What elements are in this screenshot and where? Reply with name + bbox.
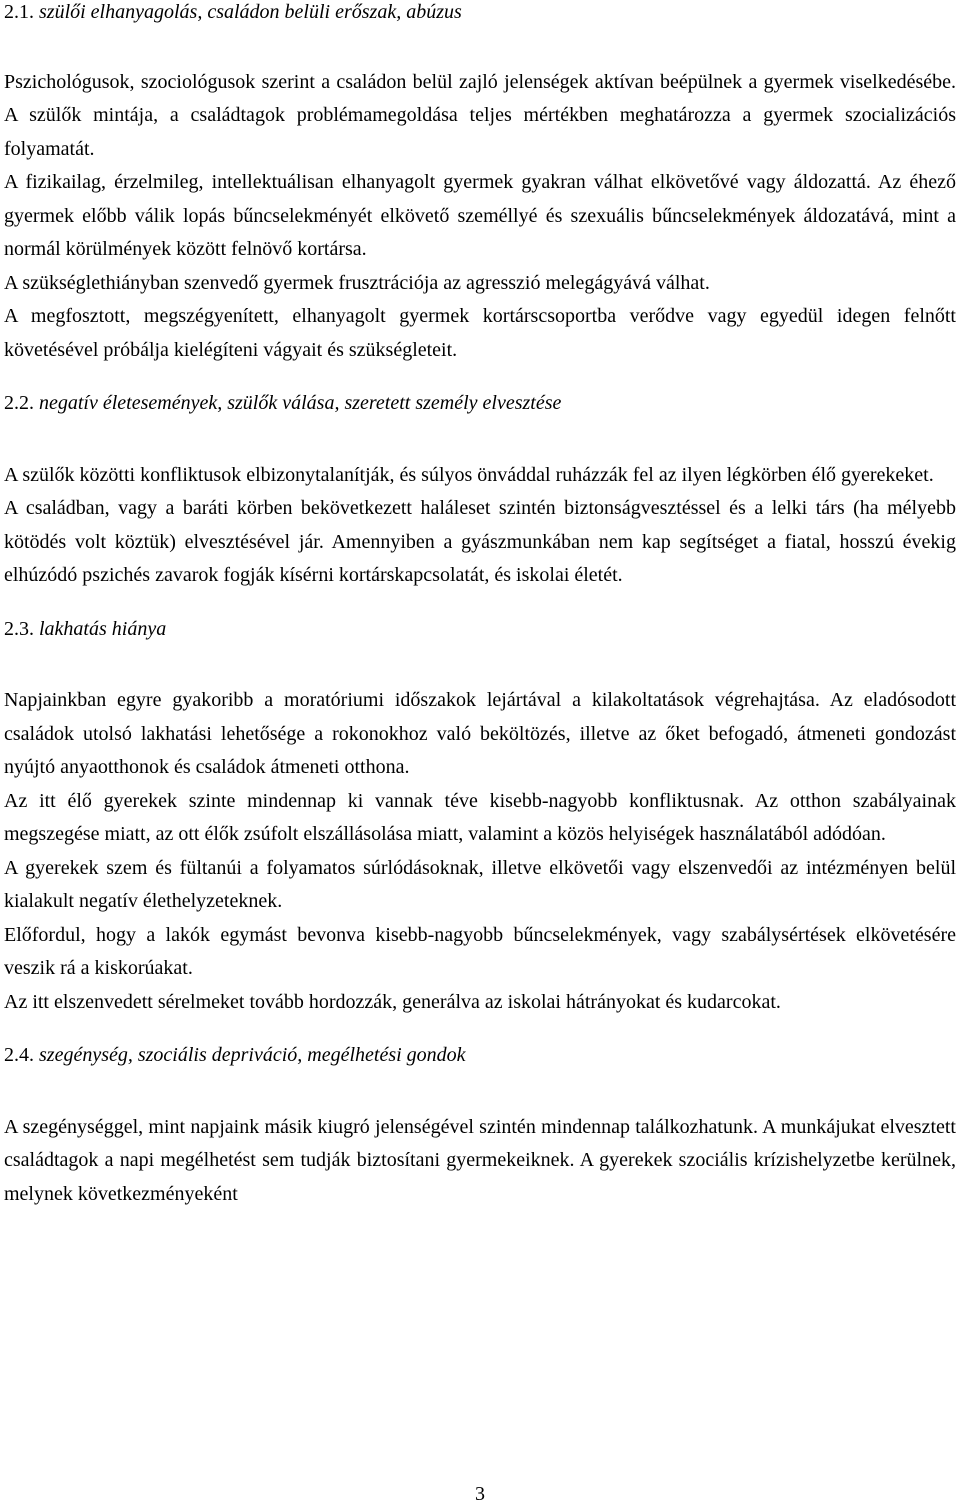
section-2-4 [4,1039,956,1211]
section-heading [4,1039,956,1073]
paragraph: A szegénységgel, mint napjaink másik kiugró jelenségével szintén mindennap találkozhatunk. A munkájukat elvesztett családtagok a napi megélhetést sem tudják biztosítani gyermekeiknek. A gyerekek szociális krízishelyzetbe kerülnek, melynek következményeként [4,1115,956,1205]
section-2-3 [4,613,956,1020]
paragraph: Napjainkban egyre gyakoribb a moratóriumi időszakok lejártával a kilakoltatások végrehajtása. Az eladósodott családok utolsó lakhatási lehetősége a rokonokhoz való beköltözés, illetve az őket befogadó, átmeneti gondozást nyújtó anyaotthonok és családok átmeneti otthona. [4,689,956,778]
paragraph: A gyerekek szem és fültanúi a folyamatos súrlódásoknak, illetve elkövetői vagy elszenvedői az intézményen belül kialakult negatív élethelyzeteknek. [4,856,956,912]
document-page [4,0,956,1211]
paragraph: Előfordul, hogy a lakók egymást bevonva kisebb-nagyobb bűncselekmények, vagy szabálysértések elkövetésére veszik rá a kiskorúakat. [4,923,956,979]
section-number: 2.4. [4,1044,34,1066]
section-number: 2.1. [4,1,34,23]
paragraph: A szülők közötti konfliktusok elbizonytalanítják, és súlyos önváddal ruházzák fel az ilyen légkörben élő gyerekeket. [4,463,934,486]
paragraph: Az itt élő gyerekek szinte mindennap ki vannak téve kisebb-nagyobb konfliktusnak. Az otthon szabályainak megszegése miatt, az ott élők zsúfolt elszállásolása miatt, valamint a közös helyiségek használatából adódóan. [4,789,956,845]
section-heading [4,0,956,30]
paragraph: Az itt elszenvedett sérelmeket tovább hordozzák, generálva az iskolai hátrányokat és kudarcokat. [4,990,781,1013]
section-2-1 [4,0,956,367]
section-2-2 [4,387,956,593]
section-title: lakhatás hiánya [39,617,167,640]
paragraph: A családban, vagy a baráti körben bekövetkezett haláleset szintén biztonságvesztéssel és a lelki társ (ha mélyebb kötödés volt köztük) elvesztésével jár. Amennyiben a gyászmunkában nem kap segítséget a fiatal, hosszú évekig elhúzódó pszichés zavarok fogják kísérni kortárskapcsolatát, és iskolai életét. [4,497,956,586]
section-heading [4,387,956,421]
section-heading [4,613,956,647]
section-title: szegénység, szociális depriváció, megélhetési gondok [39,1044,466,1066]
page-number: 3 [475,1483,485,1505]
paragraph: A megfosztott, megszégyenített, elhanyagolt gyermek kortárscsoportba verődve vagy egyedül idegen felnőtt követésével próbálja kielégíteni vágyait és szükségleteit. [4,305,956,361]
section-number: 2.2. [4,392,34,414]
paragraph: Pszichológusok, szociológusok szerint a családon belül zajló jelenségek aktívan beépülnek a gyermek viselkedésébe. A szülők mintája, a családtagok problémamegoldása teljes mértékben meghatározza a gyermek szocializációs folyamatát. [4,70,956,160]
section-title: negatív életesemények, szülők válása, szeretett személy elvesztése [39,392,562,414]
paragraph: A fizikailag, érzelmileg, intellektuálisan elhanyagolt gyermek gyakran válhat elkövetővé vagy áldozattá. Az éhező gyermek előbb válik lopás bűncselekményét elkövető személlyé és szexuális bűncselekmények áldozatává, mint a normál körülmények között felnövő kortársa. [4,171,956,260]
paragraph: A szükséglethiányban szenvedő gyermek frusztrációja az agresszió melegágyává válhat. [4,271,710,294]
section-title: szülői elhanyagolás, családon belüli erőszak, abúzus [39,1,462,23]
section-number: 2.3. [4,617,34,640]
